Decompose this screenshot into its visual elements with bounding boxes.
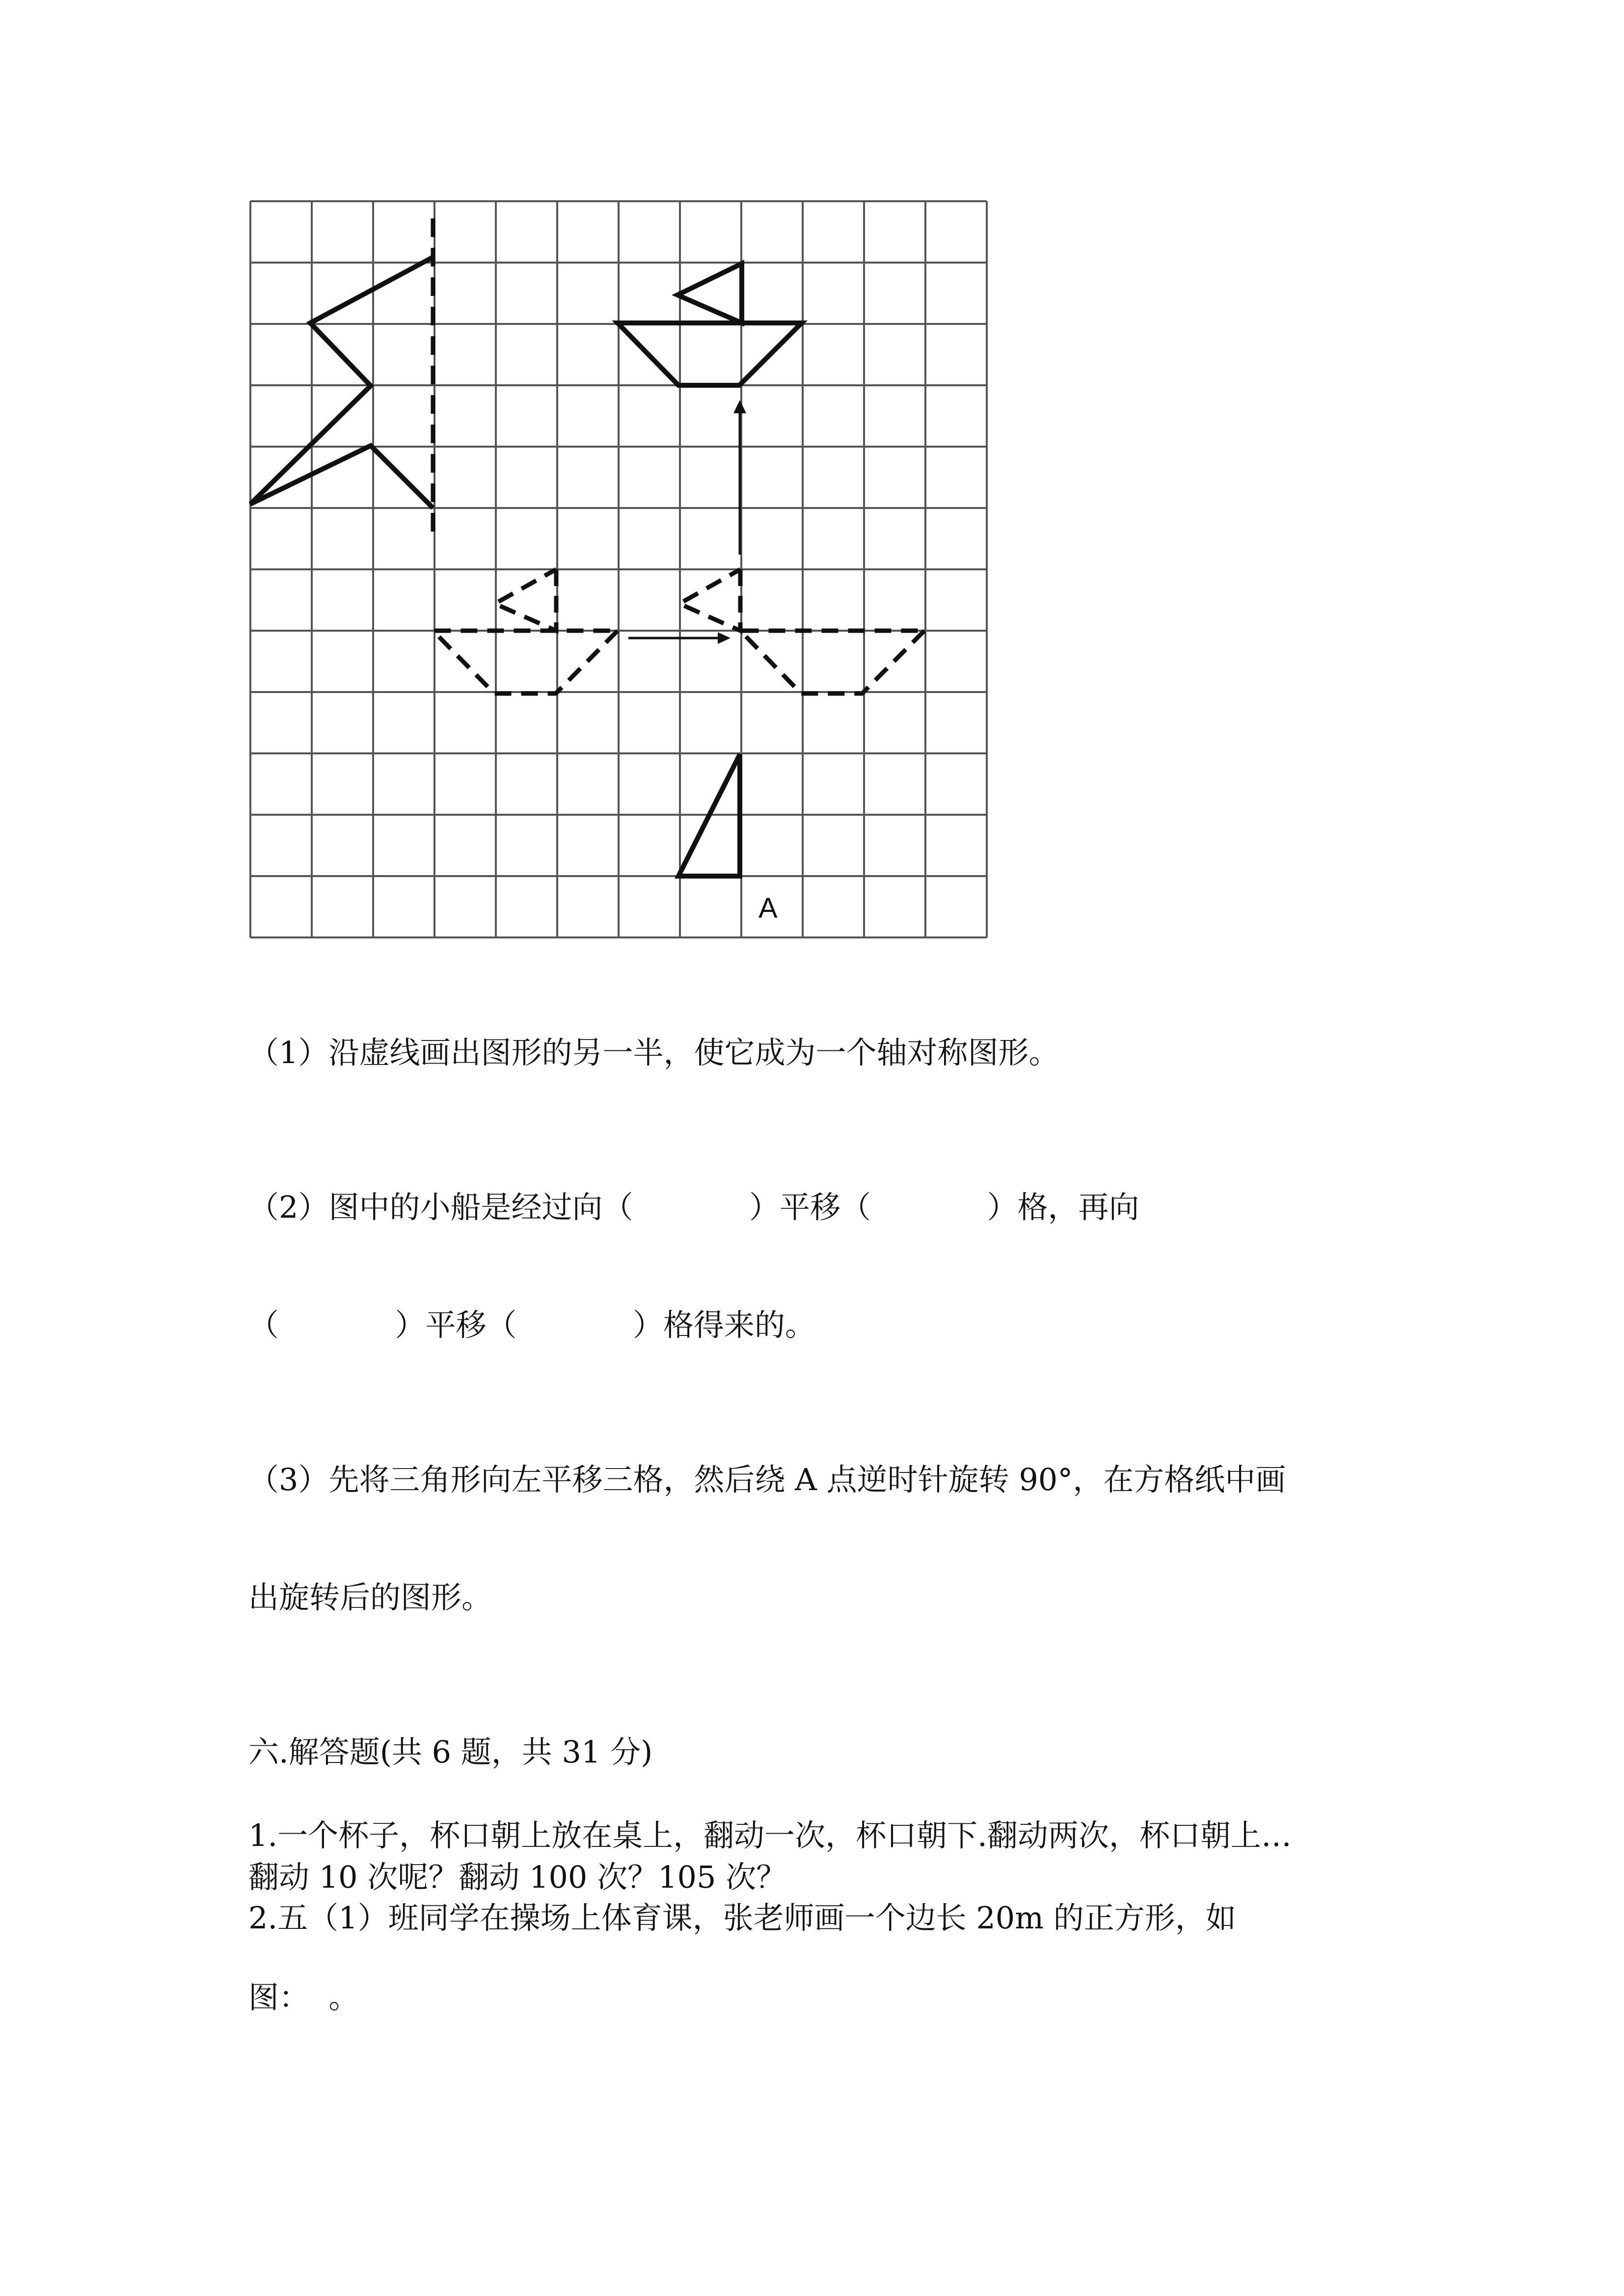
section-title: 六.解答题(共 6 题，共 31 分) bbox=[248, 1734, 653, 1770]
boat-final bbox=[618, 264, 802, 385]
grid-figure bbox=[245, 196, 997, 952]
half-figure-solid bbox=[250, 258, 433, 508]
arrow-up-head bbox=[733, 400, 746, 413]
problem-2-line-2: 图： 。 bbox=[248, 1979, 359, 2015]
point-a-label: A bbox=[758, 892, 778, 924]
question-1: （1）沿虚线画出图形的另一半，使它成为一个轴对称图形。 bbox=[248, 1035, 1059, 1070]
problem-2-line-1: 2.五（1）班同学在操场上体育课，张老师画一个边长 20m 的正方形，如 bbox=[248, 1900, 1236, 1936]
problem-1-line-2: 翻动 10 次呢？翻动 100 次？105 次？ bbox=[248, 1859, 787, 1895]
question-3-line-2: 出旋转后的图形。 bbox=[248, 1579, 492, 1615]
question-3-line-1: （3）先将三角形向左平移三格，然后绕 A 点逆时针旋转 90°，在方格纸中画 bbox=[248, 1462, 1286, 1497]
question-2-line-2: （ ）平移（ ）格得来的。 bbox=[248, 1307, 815, 1343]
problem-1-line-1: 1.一个杯子，杯口朝上放在桌上，翻动一次，杯口朝下.翻动两次，杯口朝上… bbox=[248, 1817, 1292, 1853]
arrow-right-head bbox=[718, 632, 731, 644]
square-grid bbox=[250, 201, 987, 937]
question-2-line-1: （2）图中的小船是经过向（ ）平移（ ）格，再向 bbox=[248, 1189, 1139, 1225]
